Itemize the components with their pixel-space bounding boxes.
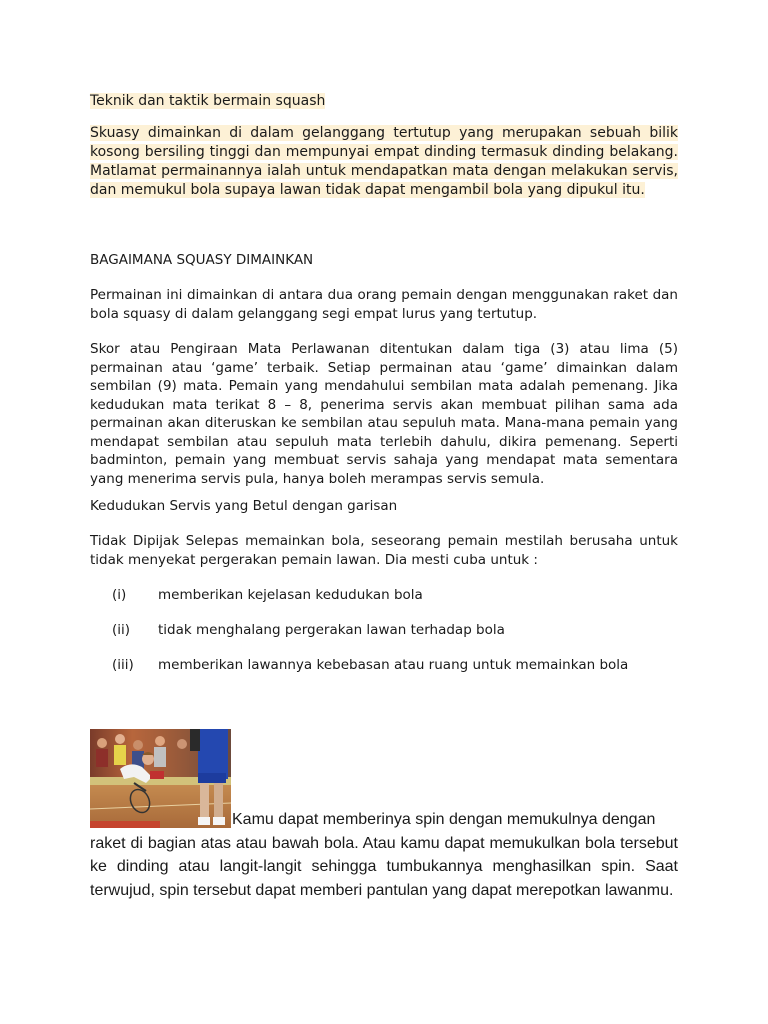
list-item-text: memberikan kejelasan kedudukan bola bbox=[158, 587, 423, 603]
title-text: Teknik dan taktik bermain squash bbox=[90, 93, 326, 109]
list-item-number: (iii) bbox=[112, 657, 134, 673]
section-heading: BAGAIMANA SQUASY DIMAINKAN bbox=[90, 252, 314, 268]
list-item-number: (ii) bbox=[112, 622, 131, 638]
paragraph-3: Tidak Dipijak Selepas memainkan bola, seseorang pemain mestilah berusaha untuk tidak menyekat pergerakan pemain lawan. Dia mesti cuba untuk : bbox=[90, 533, 678, 568]
subheading: Kedudukan Servis yang Betul dengan garisan bbox=[90, 498, 398, 514]
spin-paragraph-rest: raket di bagian atas atau bawah bola. Atau kamu dapat memukulkan bola tersebut ke dinding atau langit-langit sehingga tumbukannya menghasilkan spin. Saat terwujud, spin tersebut dapat memberi pantulan yang dapat merepotkan lawanmu. bbox=[90, 834, 678, 899]
paragraph-2: Skor atau Pengiraan Mata Perlawanan ditentukan dalam tiga (3) atau lima (5) permainan atau ‘game’ terbaik. Setiap permainan atau ‘game’ dimainkan dalam sembilan (9) mata. Pemain yang mendahului sembilan mata adalah pemenang. Jika kedudukan mata terikat 8 – 8, penerima servis akan membuat pilihan sama ada permainan akan diteruskan ke sembilan atau sepuluh mata. Mana-mana pemain yang mendapat sembilan atau sepuluh mata terlebih dahulu, dikira pemenang. Seperti badminton, pemain yang membuat servis sahaja yang mendapat mata sementara yang menerima servis pula, hanya boleh merampas servis semula. bbox=[90, 341, 678, 487]
list-item-text: memberikan lawannya kebebasan atau ruang untuk memainkan bola bbox=[158, 657, 629, 673]
document-title bbox=[90, 92, 680, 110]
list-item-number: (i) bbox=[112, 587, 127, 603]
intro-paragraph bbox=[90, 124, 678, 200]
spin-paragraph-first-line: Kamu dapat memberinya spin dengan memukulnya dengan bbox=[232, 811, 656, 828]
list-item-text: tidak menghalang pergerakan lawan terhadap bola bbox=[158, 622, 505, 638]
intro-text: Skuasy dimainkan di dalam gelanggang tertutup yang merupakan sebuah bilik kosong bersiling tinggi dan mempunyai empat dinding termasuk dinding belakang. Matlamat permainannya ialah untuk mendapatkan mata dengan melakukan servis, dan memukul bola supaya lawan tidak dapat mengambil bola yang dipukul itu. bbox=[90, 125, 678, 198]
spin-paragraph bbox=[90, 808, 678, 902]
paragraph-1: Permainan ini dimainkan di antara dua orang pemain dengan menggunakan raket dan bola squasy di dalam gelanggang segi empat lurus yang tertutup. bbox=[90, 287, 678, 322]
